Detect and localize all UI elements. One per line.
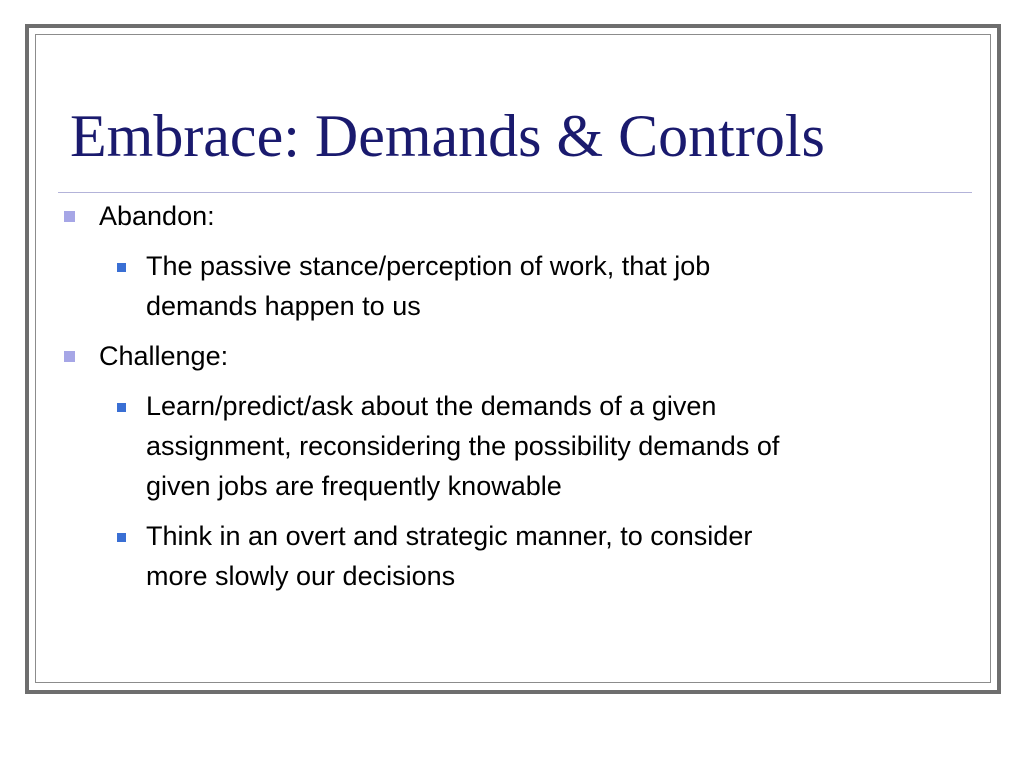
sub-bullet-square-icon	[117, 533, 126, 542]
sub-bullet-think-overt-line-1: Think in an overt and strategic manner, to consider	[146, 521, 753, 551]
bullet-abandon: Abandon:	[99, 201, 215, 231]
sub-bullet-learn-predict-line-1: Learn/predict/ask about the demands of a given	[146, 391, 717, 421]
sub-bullet-square-icon	[117, 403, 126, 412]
sub-bullet-square-icon	[117, 263, 126, 272]
bullet-square-icon	[64, 211, 75, 222]
sub-bullet-passive-stance-line-2: demands happen to us	[146, 291, 421, 321]
bullet-challenge: Challenge:	[99, 341, 229, 371]
sub-bullet-think-overt-line-2: more slowly our decisions	[146, 561, 456, 591]
bullet-square-icon	[64, 351, 75, 362]
sub-bullet-learn-predict-line-2: assignment, reconsidering the possibility demands of	[146, 431, 780, 461]
sub-bullet-learn-predict-line-3: given jobs are frequently knowable	[146, 471, 562, 501]
title-divider	[58, 192, 972, 193]
slide-title: Embrace: Demands & Controls	[70, 103, 825, 169]
sub-bullet-passive-stance-line-1: The passive stance/perception of work, that job	[146, 251, 711, 281]
